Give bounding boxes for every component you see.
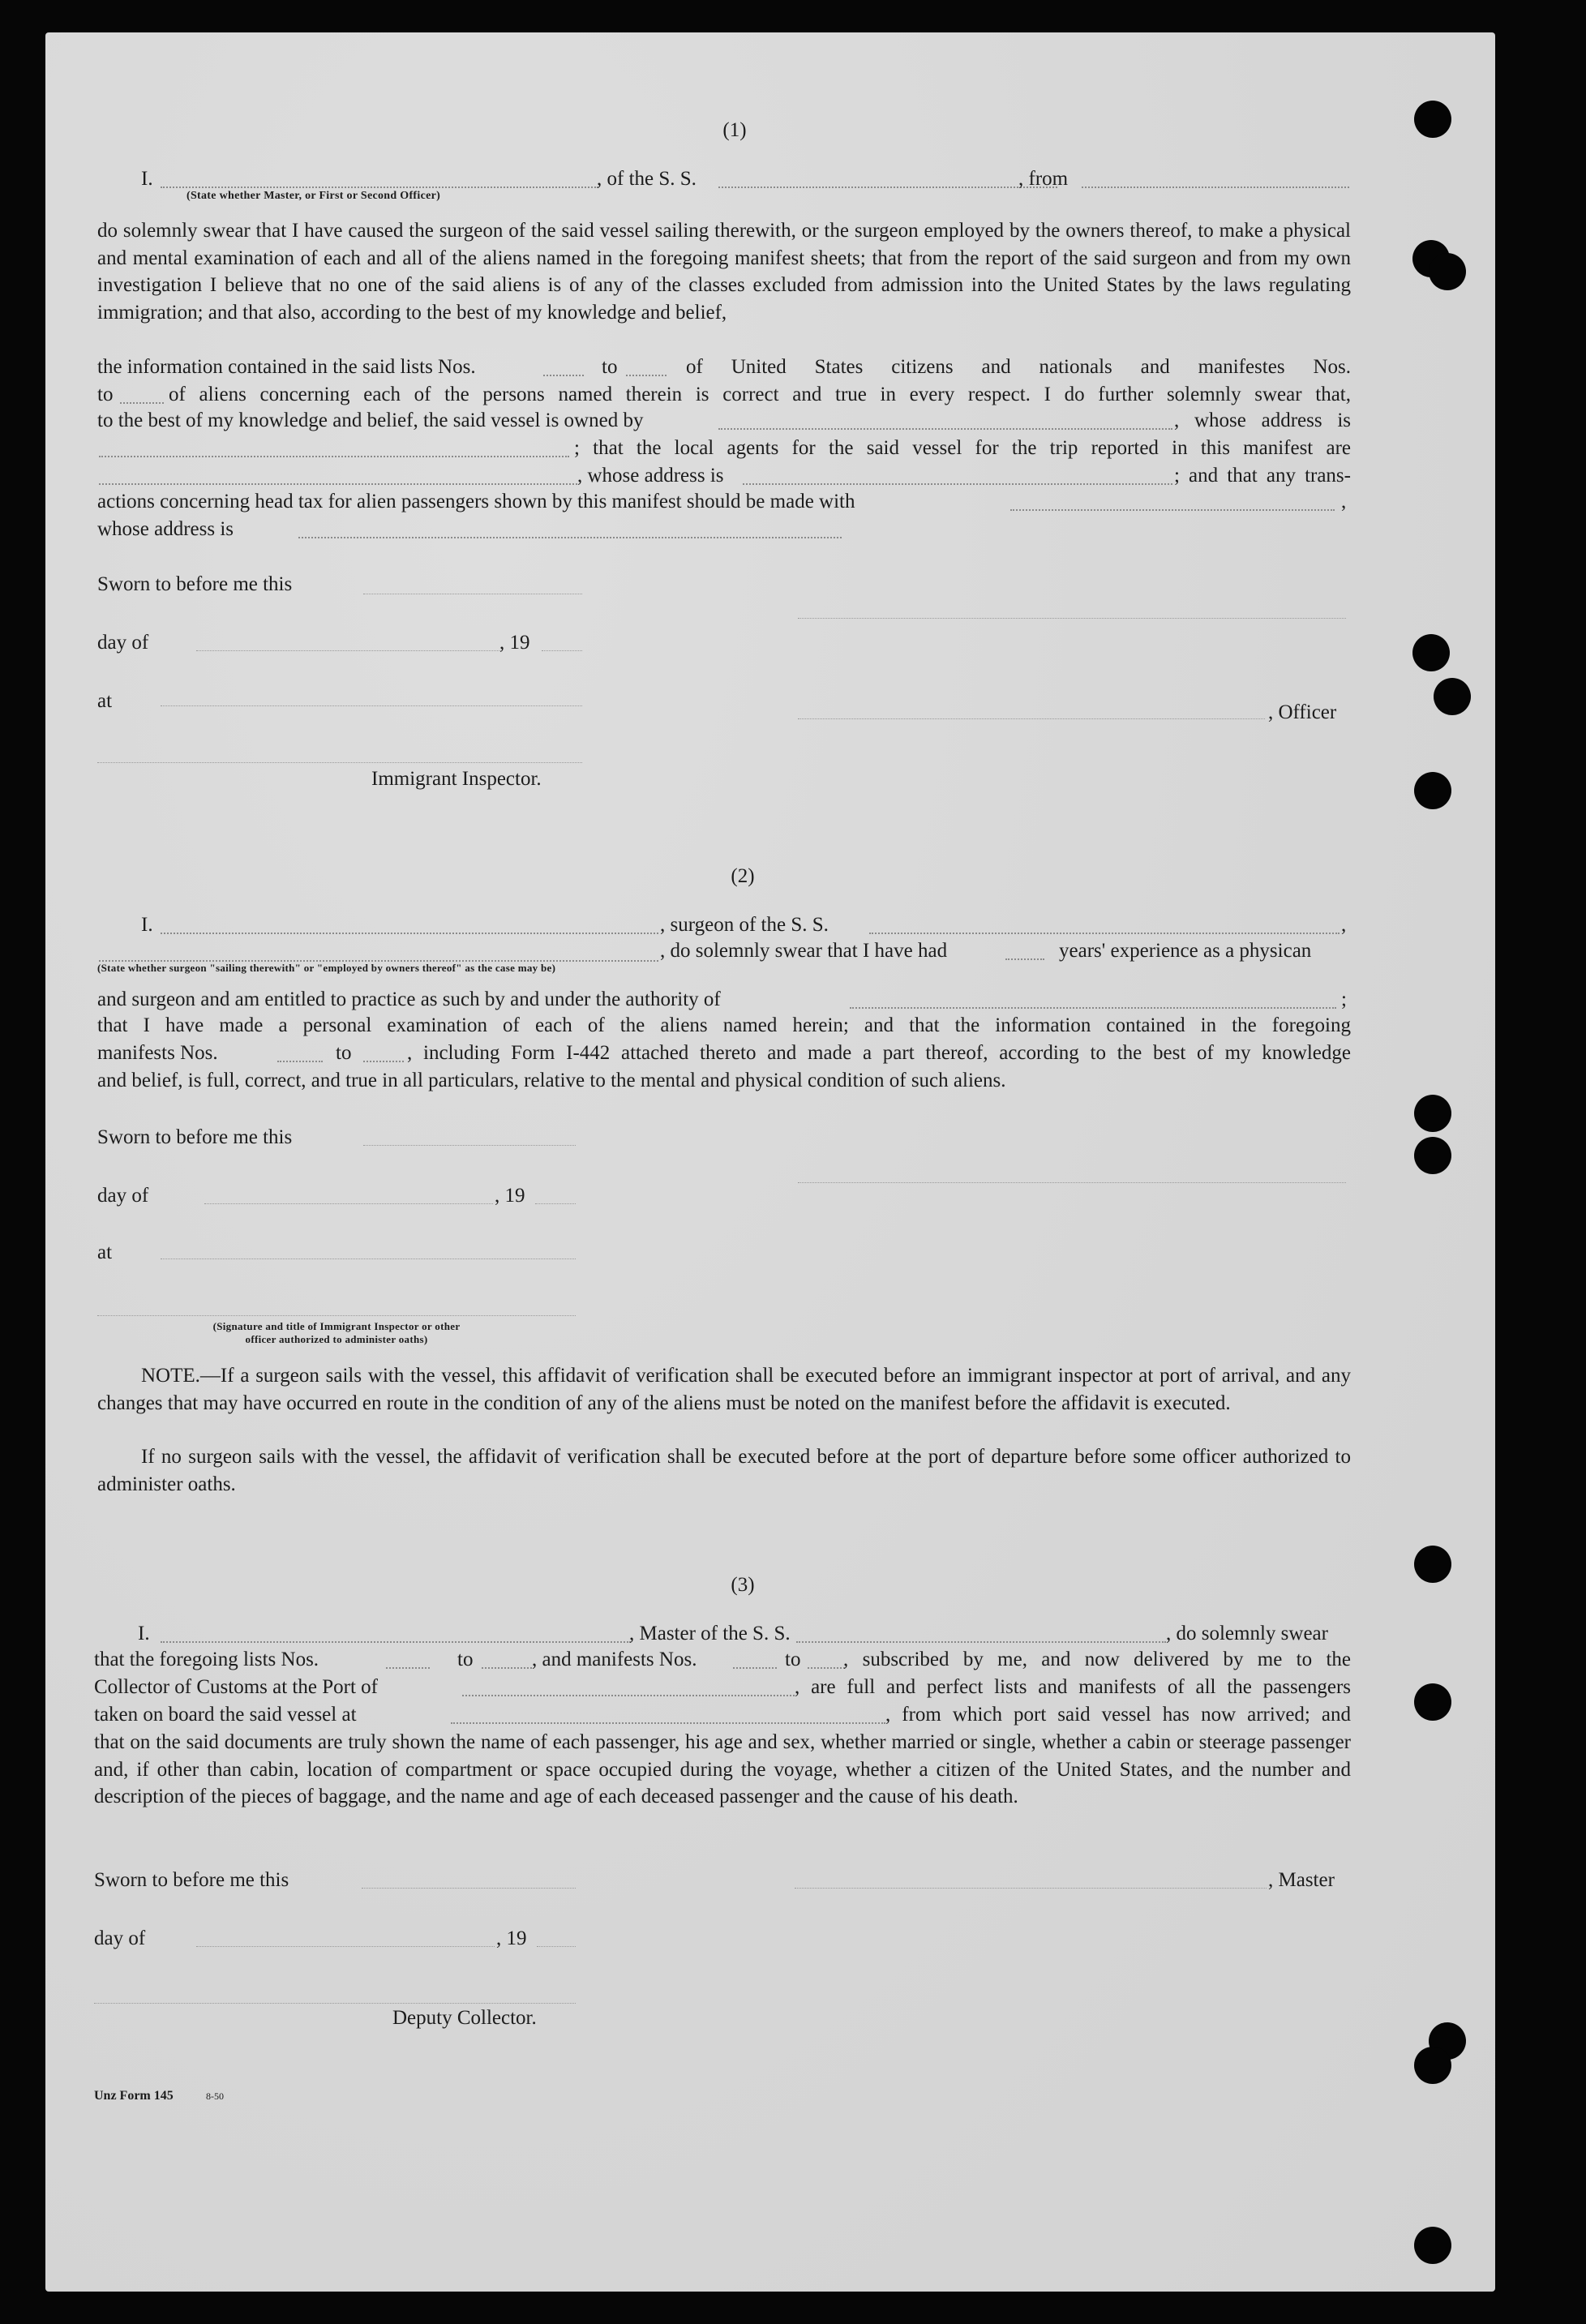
semicolon: ;	[1341, 988, 1347, 1010]
text-years-experience: years' experience as a physican	[1059, 940, 1312, 962]
label-of-ss: , of the S. S.	[597, 168, 697, 190]
note-paragraph: If no surgeon sails with the vessel, the affidavit of verification shall be executed before at the port of departure before some officer authorized to administer oaths.	[97, 1446, 1351, 1495]
text-aliens-correct: of aliens concerning each of the persons named therein is correct and true in every respect. I do further solemnly swear that,	[169, 384, 1351, 405]
punch-hole	[1434, 678, 1471, 715]
year-field[interactable]	[542, 650, 582, 651]
lists-to-field[interactable]	[482, 1667, 532, 1669]
text-to: to	[602, 356, 618, 378]
punch-hole	[1414, 1546, 1451, 1583]
punch-hole	[1412, 634, 1450, 671]
label-i: I.	[138, 1623, 150, 1644]
boarding-port-field[interactable]	[451, 1722, 885, 1724]
punch-hole	[1414, 1095, 1451, 1132]
manifests-to-field[interactable]	[808, 1667, 845, 1669]
text-to: to	[336, 1042, 352, 1064]
text-examination: that I have made a personal examination of each of the aliens named herein; and that the information contained in the foregoing	[97, 1014, 1351, 1036]
label-surgeon-ss: , surgeon of the S. S.	[660, 914, 829, 936]
text-collector: Collector of Customs at the Port of	[94, 1676, 378, 1698]
year-label: , 19	[496, 1927, 527, 1949]
agents-field[interactable]	[99, 483, 577, 485]
text-transactions: ; and that any trans-	[1174, 465, 1351, 487]
day-of-label: day of	[97, 632, 149, 654]
surgeon-caption: (State whether surgeon "sailing therewith" or "employed by owners thereof" as the case may be)	[97, 962, 556, 974]
text-authority: and surgeon and am entitled to practice as such by and under the authority of	[97, 988, 721, 1010]
note-paragraph: NOTE.—If a surgeon sails with the vessel, this affidavit of verification shall be executed before an immigrant inspector at port of arrival, and any changes that may have occurred en route in the condition of any of the aliens must be noted on the manifest before the affidavit is executed.	[97, 1365, 1351, 1414]
sworn-date-field[interactable]	[363, 1145, 576, 1146]
text-to: to	[97, 384, 114, 405]
sworn-label: Sworn to before me this	[97, 573, 293, 595]
label-from: , from	[1018, 168, 1069, 190]
manifests-to-field[interactable]	[363, 1061, 404, 1062]
surgeon-name-field[interactable]	[161, 933, 658, 934]
text-info-lists: the information contained in the said lists Nos.	[97, 356, 476, 378]
section-number: (3)	[731, 1574, 755, 1596]
head-tax-agent-field[interactable]	[1010, 509, 1335, 511]
text-head-tax: actions concerning head tax for alien passengers shown by this manifest should be made with	[97, 491, 855, 512]
day-field[interactable]	[196, 1946, 495, 1947]
signature-caption: officer authorized to administer oaths)	[245, 1333, 428, 1345]
signature-line[interactable]	[798, 618, 1346, 619]
punch-hole	[1414, 2047, 1451, 2084]
sworn-label: Sworn to before me this	[97, 1126, 293, 1148]
year-field[interactable]	[535, 1203, 576, 1204]
officer-name-field[interactable]	[161, 187, 598, 188]
text-manifests-nos: manifests Nos.	[97, 1042, 218, 1064]
text-to: to	[457, 1649, 474, 1670]
text-solemnly-swear: , do solemnly swear that I have had	[660, 940, 948, 962]
sworn-label: Sworn to before me this	[94, 1869, 289, 1891]
master-name-field[interactable]	[161, 1641, 631, 1643]
punch-hole	[1429, 253, 1466, 290]
lists-to-field[interactable]	[626, 375, 667, 376]
manifests-from-field[interactable]	[733, 1667, 777, 1669]
comma: ,	[1341, 914, 1347, 936]
section-number: (1)	[722, 119, 747, 141]
deputy-label: Deputy Collector.	[392, 2007, 537, 2029]
at-label: at	[97, 1241, 113, 1263]
label-i: I.	[141, 914, 153, 936]
vessel-name-field[interactable]	[718, 187, 1057, 188]
oath-text: do solemnly swear that I have caused the surgeon of the said vessel sailing therewith, or the surgeon employed by the owners thereof, to make a physical and mental examination of each and all of the aliens named in the foregoing manifest sheets; that from the report of the said surgeon and from my own investigation I believe that no one of the said aliens is of any of the classes excluded from admission into the United States by the laws regulating immigration; and that also, according to the best of my knowledge and belief,	[97, 220, 1351, 324]
year-label: , 19	[495, 1185, 525, 1207]
sworn-date-field[interactable]	[362, 1888, 576, 1889]
text-whose-address: whose address is	[97, 518, 234, 540]
day-of-label: day of	[97, 1185, 149, 1207]
punch-hole	[1414, 1683, 1451, 1721]
manifests-from-field[interactable]	[277, 1061, 323, 1062]
deputy-signature-line[interactable]	[94, 2003, 576, 2004]
owner-field[interactable]	[718, 428, 1172, 430]
inspector-signature-line[interactable]	[97, 1315, 576, 1316]
text-arrived: , from which port said vessel has now arrived; and	[885, 1704, 1351, 1726]
head-tax-address-field[interactable]	[298, 537, 842, 538]
form-page	[45, 32, 1495, 2292]
officer-label: , Officer	[1268, 701, 1337, 723]
day-field[interactable]	[204, 1203, 493, 1204]
text-and-manifests: , and manifests Nos.	[532, 1649, 697, 1670]
port-field[interactable]	[462, 1695, 795, 1696]
from-port-field[interactable]	[1082, 187, 1349, 188]
surgeon-signature-line[interactable]	[798, 1182, 1346, 1183]
label-do-solemnly-swear: , do solemnly swear	[1166, 1623, 1328, 1644]
punch-hole	[1414, 2227, 1451, 2264]
label-i: I.	[141, 168, 153, 190]
comma: ,	[1341, 491, 1347, 512]
at-label: at	[97, 690, 113, 712]
inspector-signature-line[interactable]	[97, 762, 582, 763]
text-full-perfect: , are full and perfect lists and manifests of all the passengers	[795, 1676, 1351, 1698]
officer-signature-line[interactable]	[798, 718, 1265, 719]
authority-field[interactable]	[850, 1007, 1336, 1009]
lists-from-field[interactable]	[543, 375, 584, 376]
day-field[interactable]	[196, 650, 501, 651]
inspector-label: Immigrant Inspector.	[371, 768, 542, 790]
punch-hole	[1414, 772, 1451, 809]
officer-caption: (State whether Master, or First or Second Officer)	[186, 190, 441, 202]
form-number: Unz Form 145	[94, 2089, 174, 2103]
text-citizens: of United States citizens and nationals and manifestes Nos.	[686, 356, 1351, 378]
signature-caption: (Signature and title of Immigrant Inspector or other	[212, 1320, 461, 1332]
day-of-label: day of	[94, 1927, 146, 1949]
year-field[interactable]	[537, 1946, 576, 1947]
label-master-ss: , Master of the S. S.	[629, 1623, 791, 1644]
text-taken-on-board: taken on board the said vessel at	[94, 1704, 357, 1726]
form-date: 8-50	[206, 2090, 224, 2102]
lists-from-field[interactable]	[386, 1667, 430, 1669]
text-belief: and belief, is full, correct, and true in all particulars, relative to the mental and physical condition of such aliens.	[97, 1070, 1006, 1091]
section-number: (2)	[731, 865, 755, 887]
master-signature-line[interactable]	[795, 1888, 1267, 1889]
years-field[interactable]	[1005, 958, 1044, 960]
text-to: to	[785, 1649, 801, 1670]
year-label: , 19	[499, 632, 530, 654]
text-whose-address: , whose address is	[1174, 409, 1351, 431]
manifests-to-field[interactable]	[120, 402, 164, 404]
surgeon-vessel-field[interactable]	[869, 933, 1340, 934]
oath-text: that on the said documents are truly shown the name of each passenger, his age and sex, whether married or single, whether a cabin or steerage passenger and, if other than cabin, location of compartment or space occupied during the voyage, whether a citizen of the United States, and the number and description of the pieces of baggage, and the name and age of each deceased passenger and the cause of his death.	[94, 1731, 1351, 1807]
owner-address-field[interactable]	[99, 456, 569, 457]
at-field[interactable]	[161, 1258, 576, 1259]
text-whose-address: , whose address is	[577, 465, 724, 487]
at-field[interactable]	[161, 705, 582, 706]
master-vessel-field[interactable]	[796, 1641, 1166, 1643]
agents-address-field[interactable]	[743, 483, 1172, 485]
master-label: , Master	[1268, 1869, 1335, 1891]
text-owned-by: to the best of my knowledge and belief, the said vessel is owned by	[97, 409, 644, 431]
text-foregoing-lists: that the foregoing lists Nos.	[94, 1649, 319, 1670]
text-local-agents: ; that the local agents for the said vessel for the trip reported in this manifest are	[574, 437, 1351, 459]
text-subscribed: , subscribed by me, and now delivered by me to the	[843, 1649, 1351, 1670]
text-including-form: , including Form I-442 attached thereto and made a part thereof, according to the best of my knowledge	[407, 1042, 1351, 1064]
punch-hole	[1414, 1137, 1451, 1174]
punch-hole	[1414, 101, 1451, 138]
